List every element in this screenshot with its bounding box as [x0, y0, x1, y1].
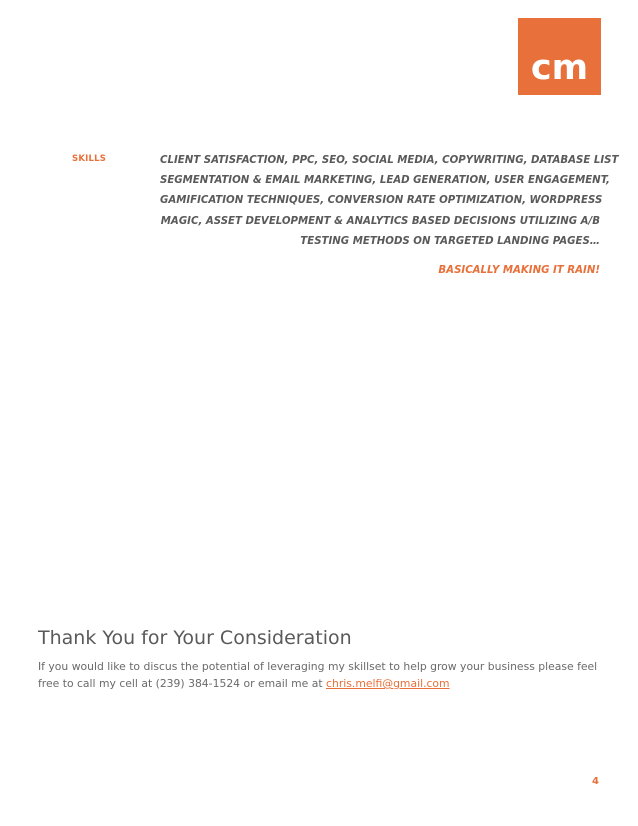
skills-line: CLIENT SATISFACTION, PPC, SEO, SOCIAL MEDIA, COPYWRITING, DATABASE LIST [160, 155, 619, 166]
skills-section [160, 151, 619, 281]
skills-line: MAGIC, ASSET DEVELOPMENT & ANALYTICS BASED DECISIONS UTILIZING A/B [160, 215, 600, 227]
closing-line-1: If you would like to discus the potential of leveraging my skillset to help grow your business please feel [38, 660, 598, 673]
page-number: 4 [592, 776, 599, 787]
closing-line-2 [38, 675, 608, 692]
skills-label: SKILLS [72, 154, 107, 164]
closing-paragraph [38, 658, 608, 692]
closing-line-2-text: free to call my cell at (239) 384-1524 or email me at [38, 677, 327, 690]
cm-logo [518, 18, 601, 95]
email-link[interactable]: chris.melfi@gmail.com [326, 677, 450, 690]
skills-tagline: BASICALLY MAKING IT RAIN! [438, 265, 600, 277]
skills-line: SEGMENTATION & EMAIL MARKETING, LEAD GENERATION, USER ENGAGEMENT, [160, 175, 610, 187]
skills-line: TESTING METHODS ON TARGETED LANDING PAGES… [300, 235, 600, 247]
logo-text: cm [530, 48, 589, 88]
closing-title: Thank You for Your Consideration [38, 627, 352, 649]
skills-line: GAMIFICATION TECHNIQUES, CONVERSION RATE OPTIMIZATION, WORDPRESS [160, 195, 603, 207]
